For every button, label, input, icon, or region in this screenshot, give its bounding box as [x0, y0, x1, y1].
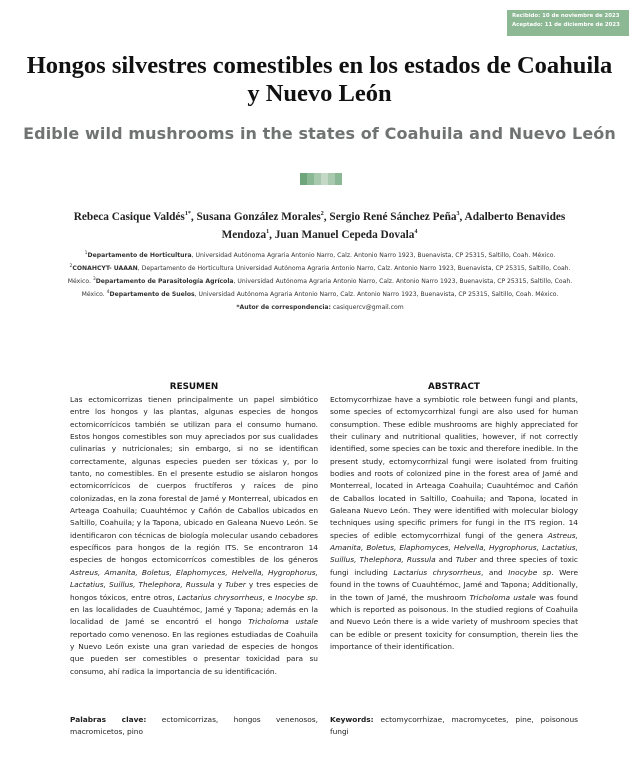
text-segment: y	[214, 580, 226, 590]
affiliations-block	[66, 249, 574, 314]
text-segment: was found which is reported as poisonous. In the studied regions of Coahuila and Nuevo León there is a wide variety of mushroom species that can be edible or present toxicity for consumption, therein lies the importance of their identification.	[330, 592, 579, 651]
author-name: Sergio René Sánchez Peña	[329, 211, 457, 223]
species-name: Inocybe sp	[275, 592, 316, 602]
author-affiliation-mark: 3	[456, 211, 460, 218]
affiliation-address: , Universidad Autónoma Agraria Antonio Narro, Calz. Antonio Narro 1923, Buenavista, CP 25315, Saltillo, Coah. México.	[194, 291, 559, 298]
species-name: Astreus, Amanita, Boletus, Elaphomyces, Helvella, Hygrophorus, Lactatius, Suillus, Thelephora, Russula	[330, 530, 578, 565]
text-segment: Ectomycorrhizae have a symbiotic role between fungi and plants, some species of ectomycorrhizal fungi are also used for human consumption. These edible mushrooms are highly appreciated for their culinary and nutritional qualities, however, if not correctly identified, some species can be toxic and therefore inedible. In the present study, ectomycorrhizal fungi were isolated from fruiting bodies and roots of colonized pine in the forest area of Jamé and Monterreal, located in Arteaga Coahuila; Cuauhtémoc and Cañón de Caballos located in Saltillo, Coahuila; and Tapona, located in Galeana Nuevo León. They were identified with molecular biology techniques using specific primers for fungi in the ITS region. 14 species of edible ectomycorrhizal fungi of the genera	[330, 395, 578, 540]
abstract-section	[330, 381, 578, 653]
author-name: Adalberto Benavides Mendoza	[221, 211, 566, 241]
species-name: Tricholoma ustale	[248, 617, 318, 627]
divider-segment	[321, 173, 328, 185]
species-name: Tuber	[225, 580, 246, 590]
author-affiliation-mark: 4	[414, 229, 418, 236]
affiliation-address: , Departamento de Horticultura Universidad Autónoma Agraria Antonio Narro, Calz. Antonio Narro 1923, Buenavista, CP 25315, Saltillo, Coah. México.	[67, 265, 571, 285]
author-affiliation-mark: 2	[320, 211, 324, 218]
affiliation-department: Departamento de Parasitología Agrícola	[95, 278, 234, 285]
palabras-clave	[70, 714, 318, 739]
species-name: Lactarius chrysorrheus	[177, 592, 263, 602]
affiliation-address: , Universidad Autónoma Agraria Antonio Narro, Calz. Antonio Narro 1923, Buenavista, CP 25315, Saltillo, Coah. México.	[81, 278, 573, 298]
correspondence-label: *Autor de correspondencia:	[236, 304, 331, 311]
affiliation-list	[68, 252, 572, 298]
species-name: Lactarius chrysorrheus	[393, 567, 481, 577]
text-segment: and three species of toxic fungi including	[330, 555, 578, 577]
keywords-values: ectomycorrhizae, macromycetes, pine, poisonous fungi	[330, 715, 578, 737]
text-segment: and	[435, 555, 456, 565]
affiliation-mark: 4	[106, 289, 110, 295]
abstract-text	[330, 394, 578, 653]
received-date: Recibido: 10 de noviembre de 2023	[512, 13, 620, 19]
affiliation-department: Departamento de Suelos	[109, 291, 195, 298]
species-name: Tuber	[455, 555, 477, 565]
decorative-divider	[300, 173, 342, 185]
affiliation-mark: 1	[84, 250, 88, 256]
text-segment: Las ectomicorrizas tienen principalmente un papel simbiótico entre los hongos y las plantas, algunas especies de hongos ectomicorrícicos también se utilizan para el consumo humano. Estos hongos comestibles son muy apreciados por sus cualidades culinarias y nutricionales; sin embargo, si no se identifican correctamente, algunas especies pueden ser tóxicas y, por lo tanto, no comestibles. En el presente estudio se aislaron hongos ectomicorrícicos de cuerpos fructíferos y raíces de pino colonizadas, en la zona forestal de Jamé y Monterreal, ubicados en Arteaga Coahuila; Cuauhtémoc y Cañón de Caballos ubicados en Saltillo, Coahuila; y la Tapona, ubicado en Galeana Nuevo León. Se identificaron con técnicas de biología molecular usando cebadores específicos para hongos de la región ITS. Se encontraron 14 especies de hongos ectomicorrícos comestibles de los géneros	[70, 395, 318, 565]
author-name: Rebeca Casique Valdés	[73, 211, 185, 223]
author-affiliation-mark: 1	[266, 229, 270, 236]
author-list: Rebeca Casique Valdés$^{1*}$, Susana González Morales$^2$, Sergio René Sánchez Peña$^3$, Adalberto Benavides Mendoza$^1$, Juan Manuel Cepeda Dovala$^4$	[73, 211, 566, 241]
text-segment: . Were found in the towns of Cuauhtémoc, Jamé and Tapona; Additionally, in the town of Jamé, the mushroom	[330, 567, 579, 602]
affiliation-department: CONAHCYT- UAAAN	[72, 265, 138, 272]
species-name: Inocybe sp	[508, 567, 552, 577]
abstract-heading: ABSTRACT	[428, 382, 480, 392]
affiliation-mark: 2	[69, 263, 73, 269]
keywords	[330, 714, 578, 739]
article-title: Hongos silvestres comestibles en los estados de Coahuila y Nuevo León	[26, 52, 613, 107]
correspondence-line	[66, 301, 574, 314]
affiliation-mark: 3	[92, 276, 96, 282]
affiliation-department: Departamento de Horticultura	[87, 252, 192, 259]
divider-segment	[307, 173, 314, 185]
divider-segment	[300, 173, 307, 185]
palabras-clave-label: Palabras clave:	[70, 715, 147, 724]
text-segment: . en las localidades de Cuauhtémoc, Jamé y Tapona; además en la localidad de Jamé se encontró el hongo	[70, 592, 318, 627]
author-name: Juan Manuel Cepeda Dovala	[274, 229, 415, 241]
accepted-date: Aceptado: 11 de diciembre de 2023	[512, 21, 620, 28]
correspondence-email: casiquercv@gmail.com	[330, 304, 404, 311]
affiliation-address: , Universidad Autónoma Agraria Antonio Narro, Calz. Antonio Narro 1923, Buenavista, CP 25315, Saltillo, Coah. México.	[191, 252, 556, 259]
divider-segment	[335, 173, 342, 185]
divider-segment	[328, 173, 335, 185]
resumen-heading: RESUMEN	[169, 382, 219, 392]
article-subtitle-english: Edible wild mushrooms in the states of Coahuila and Nuevo León	[23, 124, 616, 143]
palabras-clave-values: ectomicorrizas, hongos venenosos, macromicetos, pino	[70, 715, 318, 737]
dates-badge	[507, 10, 629, 36]
divider-segment	[314, 173, 321, 185]
author-affiliation-mark: 1*	[184, 211, 191, 218]
species-name: Tricholoma ustale	[469, 592, 536, 602]
author-name: Susana González Morales	[196, 211, 321, 223]
keywords-label: Keywords:	[330, 715, 374, 724]
species-name: Astreus, Amanita, Boletus, Elaphomyces, Helvella, Hygrophorus, Lactatius, Suillus, Thelephora, Russula	[70, 567, 318, 590]
text-segment: , e	[262, 592, 276, 602]
text-segment: , and	[481, 567, 509, 577]
resumen-section	[70, 381, 318, 678]
text-segment: y tres especies de hongos tóxicos, entre otros,	[70, 580, 318, 602]
resumen-text	[70, 394, 318, 678]
text-segment: reportado como venenoso. En las regiones estudiadas de Coahuila y Nuevo León existe una gran variedad de especies de hongos que pueden ser comestibles o presentar toxicidad para su consumo, ahí radica la importancia de su identificación.	[70, 629, 318, 676]
